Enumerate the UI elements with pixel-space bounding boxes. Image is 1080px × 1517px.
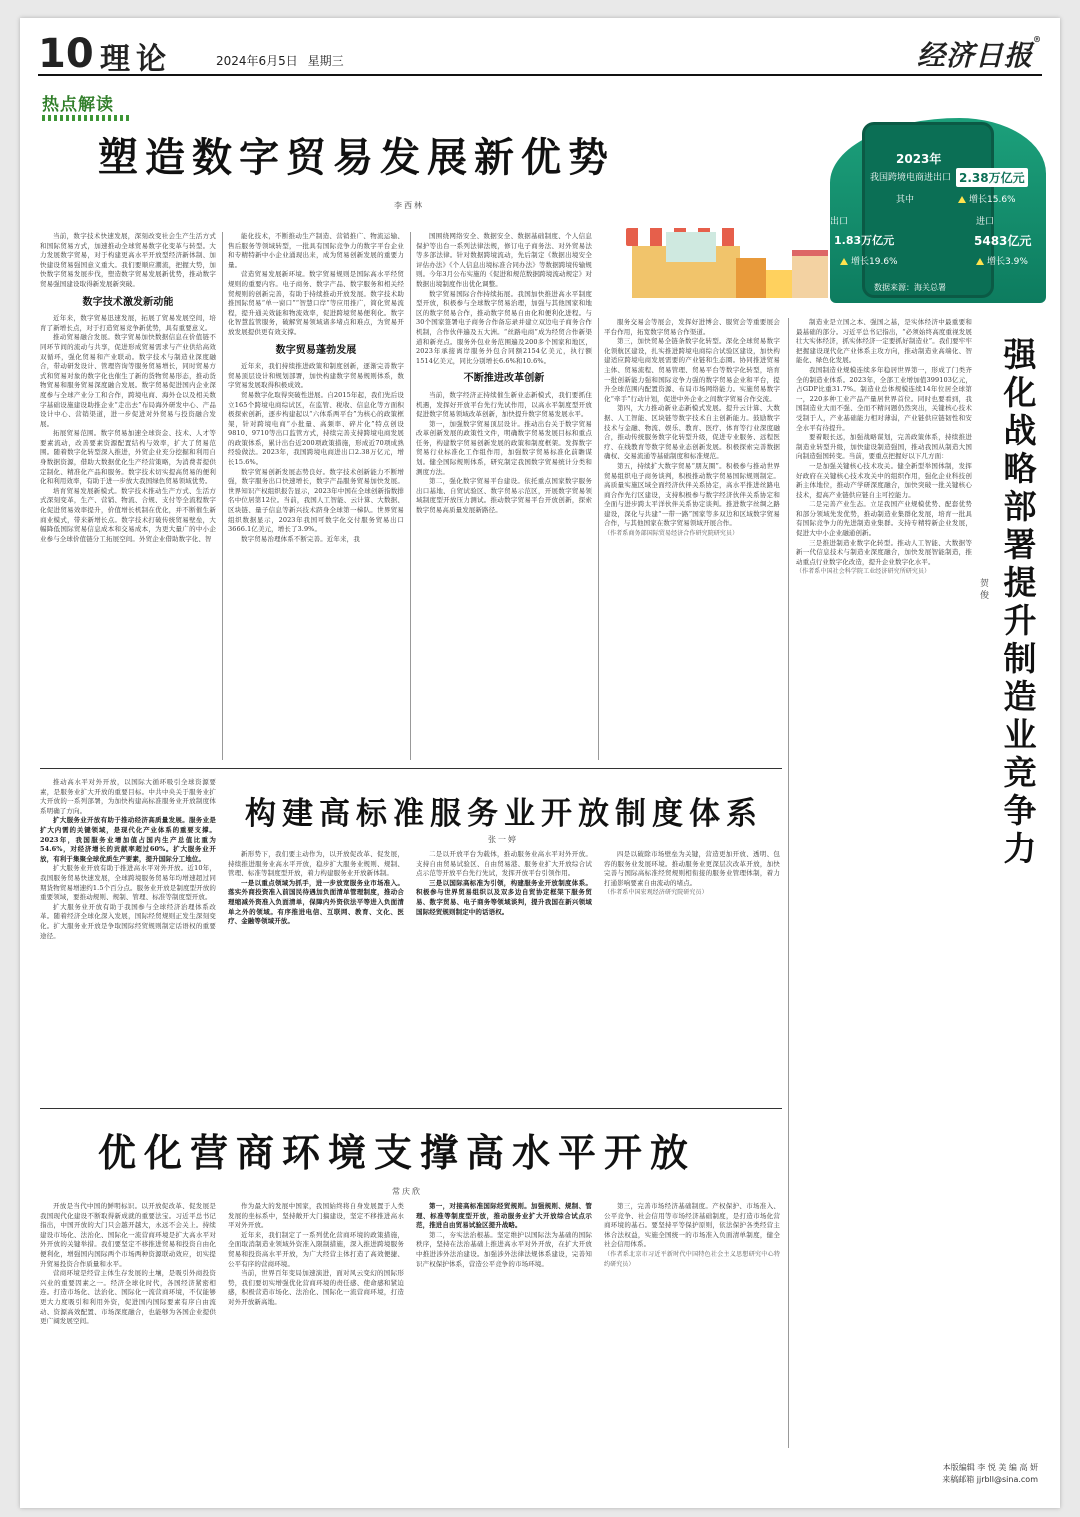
- cross-border-label: 我国跨境电商进出口: [870, 173, 952, 183]
- article1-subheading-3: 不断推进改革创新: [463, 373, 545, 385]
- export-growth: 增长19.6%: [840, 254, 898, 267]
- editor-line: 本版编辑 李 悦 美 编 高 妍: [942, 1463, 1038, 1472]
- article1-column-4: 服务交易会等展会，发挥好进博会、服贸会等重要展会平台作用，拓宽数字贸易合作渠道。 第三，加快贸易全链条数字化转型。深化全球贸易数字化领航区建设，扎实推进跨境电商综合试验区建设，加快构建适应跨境电商发展需要的产业链和生态圈。协同推进贸易主体、贸易流程、贸易管理、贸易平台等数字化转型，培育一批创新能力强和国际竞争力强的数字贸易企业和平台，提升全球范围内配置资源、布局市场网络能力。实施贸易数字化“牵手”行动计划，促进中外企业之间数字贸易合作交流。 第四，大力推动新业态新模式发展。提升云计算、大数据、人工智能、区块链等数字技术自主创新能力。鼓励数字技术与金融、物流、娱乐、教育、医疗、体育等行业深度融合，推动传统服务数字化转型升级，促进专业服务、远程医疗、在线教育等数字贸易业态创新发展。积极探索完善数据确权、交易流通等基础制度和标准规范。 第五，持续扩大数字贸易“朋友圈”。积极参与推动世界贸易组织电子商务谈判，积极推动数字贸易国际规则制定。高质量实施区域全面经济伙伴关系协定，高水平推进丝路电商合作先行区建设，支持积极参与数字经济伙伴关系协定和全面与进步跨太平洋伙伴关系协定谈判。推进数字丝绸之路建设，深化与共建“一带一路”国家等多双边和区域数字贸易合作，与其他国家在数字贸易领域开展合作。 （作者系商务部国际贸易经济合作研究院研究员）: [604, 318, 780, 538]
- article1-author-note: （作者系商务部国际贸易经济合作研究院研究员）: [604, 530, 739, 538]
- article2-title: 构建高标准服务业开放制度体系: [245, 796, 763, 832]
- logo-text: 经济日报: [916, 39, 1033, 72]
- article1-subheading-1: 数字技术激发新动能: [82, 296, 174, 308]
- cross-border-value: 2.38万亿元: [956, 168, 1028, 187]
- export-label: 出口: [830, 217, 849, 227]
- section-name: 理论: [100, 42, 172, 77]
- export-value: 1.83万亿元: [834, 234, 895, 247]
- article3-author-note: （作者系北京市习近平新时代中国特色社会主义思想研究中心特约研究员）: [604, 1250, 780, 1268]
- article-divider: [40, 1108, 782, 1109]
- article1-column-1: 当前，数字技术快速发展，深刻改变社会生产生活方式和国际贸易方式，加速推动全球贸易数字化变革与转型。大力发展数字贸易，对于构建更高水平开放型经济新体制、加快建设贸易强国意义重大。我们要顺应潮流，把握大势，加快数字贸易发展步伐，塑造数字贸易发展新优势，推动数字贸易强国建设取得新发展新突破。 数字技术激发新动能 近年来，数字贸易迅速发展，拓展了贸易发展空间，培育了新增长点，对于打造贸易竞争新优势，具有重要意义。 推动贸易融合发展。数字贸易加快数据信息在价值链不同环节间的流动与共享，促进形成贸易需求与产业供给高效双循环，强化贸易和产业联动。数字技术与制造业深度融合，带动研发设计、管理咨询等服务贸易增长，同时贸易方式和贸易对象的数字化也催生了新的货物贸易形态，推动货物贸易和服务贸易深度融合发展。数字贸易促进国内企业深度参与全球产业分工和合作，跨境电商、海外仓以及相关数字基础设施建设助推企业“走出去”布局海外研发中心、产品设计中心、营销渠道，进一步促进对外贸易与投资融合发展。 拓展贸易范围。数字贸易加速全球资金、技术、人才等要素流动，改善要素资源配置结构与效率，扩大了贸易范围。随着数字化转型深入推进，外贸企业充分挖掘和利用自身数据资源，借助大数据优化生产经营策略，为消费者提供定制化、精准化产品和服务。数字技术切实提高贸易的便利化和利用效率，有助于进一步放大我国绿色贸易领域优势。 培育贸易发展新模式。数字技术推动生产方式、生活方式深刻变革，生产、营销、物流、合规、支付等全流程数字化促进贸易效率提升，价值增长机制在优化，并不断催生新商业模式，带来新增长点。数字技术打破传统贸易壁垒，大幅降低国际贸易信息成本和交易成本，为更大量广的中小企业参与全球价值链分工拓展空间。外贸企业借助数字化、智: [40, 232, 216, 543]
- issue-date: [216, 52, 344, 69]
- total-growth: 增长15.6%: [958, 192, 1016, 205]
- parcel-small-icon: [766, 270, 792, 298]
- editor-credits: [828, 1462, 1038, 1486]
- infographic-year: 2023年: [896, 152, 942, 166]
- side-article-title: 强化战略部署提升制造业竞争力: [1003, 335, 1037, 868]
- arrow-up-icon: [976, 258, 984, 265]
- article3-column-2: 作为最大的发展中国家，我国始终将自身发展置于人类发展的坐标系中，坚持敞开大门搞建设，坚定不移推进高水平对外开放。 近年来，我们制定了一系列优化营商环境的政策措施，全面取消制造业领域外资准入限制措施，深入推进跨境服务贸易和投资高水平开放，为广大经营主体打造了高效便捷、公平有序的营商环境。 当前，世界百年变局加速演进，面对风云变幻的国际形势，我们要切实增强优化营商环境的责任感、使命感和紧迫感，积极营造市场化、法治化、国际化一流营商环境，打造对外开放新高地。: [228, 1202, 404, 1306]
- of-which-label: 其中: [896, 195, 915, 205]
- hot-topic-tag: 热点解读: [42, 95, 114, 115]
- truck-illustration-icon: [666, 232, 716, 262]
- article3-column-3: 第一，对接高标准国际经贸规则。加强规则、规制、管理、标准等制度型开放，推动服务业扩大开放综合试点示范，推进自由贸易试验区提升战略。 第二，夯实法治根基。坚定维护以国际法为基础的国际秩序，坚持在法治基础上推进高水平对外开放，在扩大开放中推进涉外法治建设。加强涉外法律法规体系建设，完善知识产权保护体系，营造公平竞争的市场环境。: [416, 1202, 592, 1268]
- article3-column-1: 开放是当代中国的鲜明标识。以开放促改革、促发展是我国现代化建设不断取得新成就的重要法宝。习近平总书记指出，中国开放的大门只会越开越大，永远不会关上。持续建设市场化、法治化、国际化一流营商环境是扩大高水平对外开放的关键举措。我们要坚定不移推进贸易和投资自由化便利化，增强国内国际两个市场两种资源联动效应，切实提升贸易投资合作质量和水平。 营商环境是经营主体生存发展的土壤，是吸引外商投资兴业的重要因素之一。经济全球化时代，各国经济紧密相连。打造市场化、法治化、国际化一流营商环境，不仅能够更大力度吸引和利用外资，促进国内国际要素有序自由流动、资源高效配置、市场深度融合，也能够为各国企业提供更广阔发展空间。: [40, 1202, 216, 1326]
- column-rule: [788, 318, 789, 1448]
- weekday-text: 星期三: [307, 54, 344, 68]
- side-author-note: （作者系中国社会科学院工业经济研究所研究员）: [796, 568, 931, 576]
- column-rule: [410, 232, 411, 760]
- article2-author-note: （作者系中国宏观经济研究院研究员）: [604, 889, 708, 897]
- masthead: [38, 32, 1042, 76]
- page-number: 10: [38, 31, 94, 77]
- arrow-up-icon: [958, 196, 966, 203]
- tag-underline: [42, 115, 130, 121]
- gift-box-icon: [792, 250, 828, 298]
- arrow-up-icon: [840, 258, 848, 265]
- column-rule: [222, 232, 223, 760]
- article2-column-3: 二是以开放平台为载体，推动服务业高水平对外开放。支持自由贸易试验区、自由贸易港、服务业扩大开放综合试点示范等开放平台先行先试，发挥开放平台引领作用。 三是以国际高标准为引领，构建服务业开放制度体系。积极参与世界贸易组织以及双多边自贸协定框架下服务贸易、数字贸易、电子商务等领域谈判，提升我国在新兴领域国际经贸规则制定中的话语权。: [416, 850, 592, 916]
- parcel-icon: [736, 258, 766, 298]
- article1-author: 李西林: [394, 201, 424, 210]
- article1-column-3: 国围绕网络安全、数据安全、数据基础制度、个人信息保护等出台一系列法律法规，修订电子商务法、对外贸易法等多部法律。针对数据跨境流动，先后制定《数据出境安全评估办法》《个人信息出境标准合同办法》等数据跨境传输规则。今年3月公布实施的《促进和规范数据跨境流动规定》对数据出境制度作出优化调整。 数字贸易国际合作持续拓展。我国加快推进高水平制度型开放，积极参与全球数字贸易治理，加强与其他国家和地区的数字贸易合作，推动数字贸易自由化和便利化进程。与30个国家签署电子商务合作备忘录并建立双边电子商务合作机制，合作伙伴遍及五大洲。“丝路电商”成为经贸合作新渠道和新亮点。服务外包业务范围遍及200多个国家和地区，2023年承接离岸服务外包合同额2154亿美元，执行额1514亿美元，同比分别增长6.6%和10.6%。 不断推进改革创新 当前，数字经济正持续催生新业态新模式，我们要抓住机遇，发挥好开放平台先行先试作用，以高水平制度型开放促进数字贸易领域改革创新，加快提升数字贸易发展水平。 第一，加强数字贸易顶层设计。推动出台关于数字贸易改革创新发展的政策性文件，明确数字贸易发展目标和重点任务，构建数字贸易创新发展的政策和制度框架。发挥数字贸易行业标准化工作组作用，加强数字贸易标准化前瞻谋划。健全国际规则体系，研究制定我国数字贸易统计分类和测度方法。 第二，强化数字贸易平台建设。依托重点国家数字服务出口基地、自贸试验区、数字贸易示范区，开展数字贸易领域制度型开放压力测试。推动数字贸易平台开放创新，探索数字贸易高质量发展新路径。: [416, 232, 592, 515]
- article2-author: 张一婷: [488, 835, 518, 844]
- article3-title: 优化营商环境支撑高水平开放: [98, 1130, 697, 1175]
- newspaper-logo: [917, 34, 1042, 74]
- article2-column-1: 推动高水平对外开放，以国际大循环吸引全球资源要素，是服务业扩大开放的重要目标。中共中央关于服务业扩大开放的一系列部署，为加快构建高标准服务业开放制度体系明确了方向。 扩大服务业开放有助于推动经济高质量发展。服务业是扩大内需的关键领域，是现代化产业体系的重要支撑。2023年，我国服务业增加值占国内生产总值比重为54.6%，对经济增长的贡献率超过60%。扩大服务业开放，有利于集聚全球优质生产要素，提升国际分工地位。 扩大服务业开放有助于推进高水平对外开放。近10年，我国服务贸易快速发展，全球跨境服务贸易年均增速超过同期货物贸易增速约1.5个百分点。服务业开放是制度型开放的重要领域，要推动规则、规制、管理、标准等制度型开放。 扩大服务业开放有助于我国参与全球经济治理体系改革。随着经济全球化深入发展，国际经贸规则正发生深刻变化。扩大服务业开放是争取国际经贸规则制定话语权的重要途径。: [40, 778, 216, 940]
- article1-subheading-2: 数字贸易蓬勃发展: [275, 344, 357, 356]
- article3-column-4: 第三，完善市场经济基础制度。产权保护、市场准入、公平竞争、社会信用等市场经济基础制度，是打造市场化营商环境的基石。要坚持平等保护原则，依法保护各类经营主体合法权益，实施全国统一的市场准入负面清单制度，健全社会信用体系。 （作者系北京市习近平新时代中国特色社会主义思想研究中心特约研究员）: [604, 1202, 780, 1268]
- article2-column-2: 新形势下，我们要主动作为，以开放促改革、促发展，持续推进服务业高水平开放，稳步扩大服务业规则、规制、管理、标准等制度型开放，着力构建服务业开放新体制。 一是以重点领域为抓手，进一步放宽服务业市场准入。落实外商投资准入前国民待遇加负面清单管理制度，推动合理缩减外资准入负面清单，保障内外资依法平等进入负面清单之外的领域。有序推进电信、互联网、教育、文化、医疗、金融等领域开放。: [228, 850, 404, 926]
- import-growth: 增长3.9%: [976, 254, 1028, 267]
- column-rule: [598, 318, 599, 760]
- article1-column-2: 能化技术，不断推动生产制造、营销推广、物流运输、售后服务等领域转型，一批具有国际竞争力的数字平台企业和专精特新中小企业涌现出来，成为贸易创新发展的重要力量。 营造贸易发展新环境。数字贸易规则是国际高水平经贸规则的重要内容。电子商务、数字产品、数字服务和相关经贸规则的创新完善，有助于持续推动开放发展。数字技术助推国际贸易“单一窗口”“智慧口岸”等应用推广，简化贸易流程，提升通关效能和物流效率，促进跨境贸易便利化。数字化智慧监管服务，破解贸易领域诸多堵点和难点，为贸易开放发展提供更有效支撑。 数字贸易蓬勃发展 近年来，我们持续推进政策和制度创新，逐渐完善数字贸易顶层设计和规划部署，加快构建数字贸易规则体系，数字贸易发展取得积极成效。 贸易数字化取得突破性进展。自2015年起，我们先后设立165个跨境电商综试区，在监管、税收、信息化等方面积极探索创新，逐步构建起以“六体系两平台”为核心的政策框架，针对跨境电商“小批量、高频率、碎片化”特点创设9810、9710等出口监管方式，持续完善支持跨境电商发展的政策体系，累计出台近200项政策措施，形成近70项成熟经验做法。2023年，我国跨境电商进出口2.38万亿元，增长15.6%。 数字贸易创新发展态势良好。数字技术创新能力不断增强，数字服务出口快速增长，数字产品服务贸易加快发展。世界知识产权组织报告显示，2023年中国在全球创新指数排名中位居第12位。当前，我国人工智能、云计算、大数据、区块链、量子信息等新兴技术跻身全球第一梯队。世界贸易组织数据显示，2023年我国可数字化交付服务贸易出口3666.1亿美元，增长了3.9%。 数字贸易治理体系不断完善。近年来，我: [228, 232, 404, 543]
- phone-illustration-icon: [862, 122, 994, 298]
- side-article-column: 制造业是立国之本、强国之基，是实体经济中最重要和最基础的部分。习近平总书记指出，“必须始终高度重视发展壮大实体经济，抓实体经济一定要抓好制造业”。我们要牢牢把握建设现代化产业体系主攻方向，推动制造业高端化、智能化、绿色化发展。 我国制造业规模连续多年稳居世界第一，形成了门类齐全的制造业体系。2023年，全部工业增加值399103亿元，占GDP比重31.7%。制造业总体规模连续14年位居全球第一，220多种工业产品产量居世界首位。同时也要看到，我国制造业大而不强、全而不精问题仍然突出，关键核心技术受制于人，产业基础能力相对薄弱，产业链供应链韧性和安全水平有待提升。 要着眼长远，加强战略谋划，完善政策体系，持续推进制造业转型升级，加快建设制造强国，推动我国从制造大国向制造强国转变。当前，要重点把握好以下几方面： 一是加强关键核心技术攻关。健全新型举国体制，发挥好政府在关键核心技术攻关中的组织作用，强化企业科技创新主体地位，推动产学研深度融合，加快突破一批关键核心技术，提高产业链供应链自主可控能力。 二是完善产业生态。立足我国产业规模优势、配套优势和部分领域先发优势，推动制造业集群化发展，培育一批具有国际竞争力的先进制造业集群。支持专精特新企业发展，促进大中小企业融通创新。 三是推进制造业数字化转型。推动人工智能、大数据等新一代信息技术与制造业深度融合，加快发展智能制造，推动重点行业数字化改造，提升企业数字化水平。 （作者系中国社会科学院工业经济研究所研究员）: [796, 318, 972, 576]
- article1-title: 塑造数字贸易发展新优势: [98, 134, 615, 181]
- newspaper-page: [20, 18, 1060, 1508]
- reg-mark: ®: [1033, 34, 1042, 44]
- date-text: 2024年6月5日: [216, 54, 298, 68]
- trade-infographic: [616, 100, 1048, 305]
- import-label: 进口: [976, 217, 995, 227]
- submission-email: 来稿邮箱 jjrbll@sina.com: [942, 1475, 1038, 1484]
- import-value: 5483亿元: [974, 234, 1032, 248]
- side-article-author: 贺俊: [980, 579, 990, 601]
- article-divider: [40, 768, 782, 769]
- data-source: 数据来源：海关总署: [874, 283, 946, 292]
- article2-column-4: 四是以破除市场壁垒为关键，营造更加开放、透明、包容的服务业发展环境。推动服务业更深层次改革开放，加快完善与国际高标准经贸规则相衔接的服务业管理体制，着力打通影响要素自由流动的堵点。 （作者系中国宏观经济研究院研究员）: [604, 850, 780, 897]
- article3-author: 常庆欣: [392, 1187, 422, 1196]
